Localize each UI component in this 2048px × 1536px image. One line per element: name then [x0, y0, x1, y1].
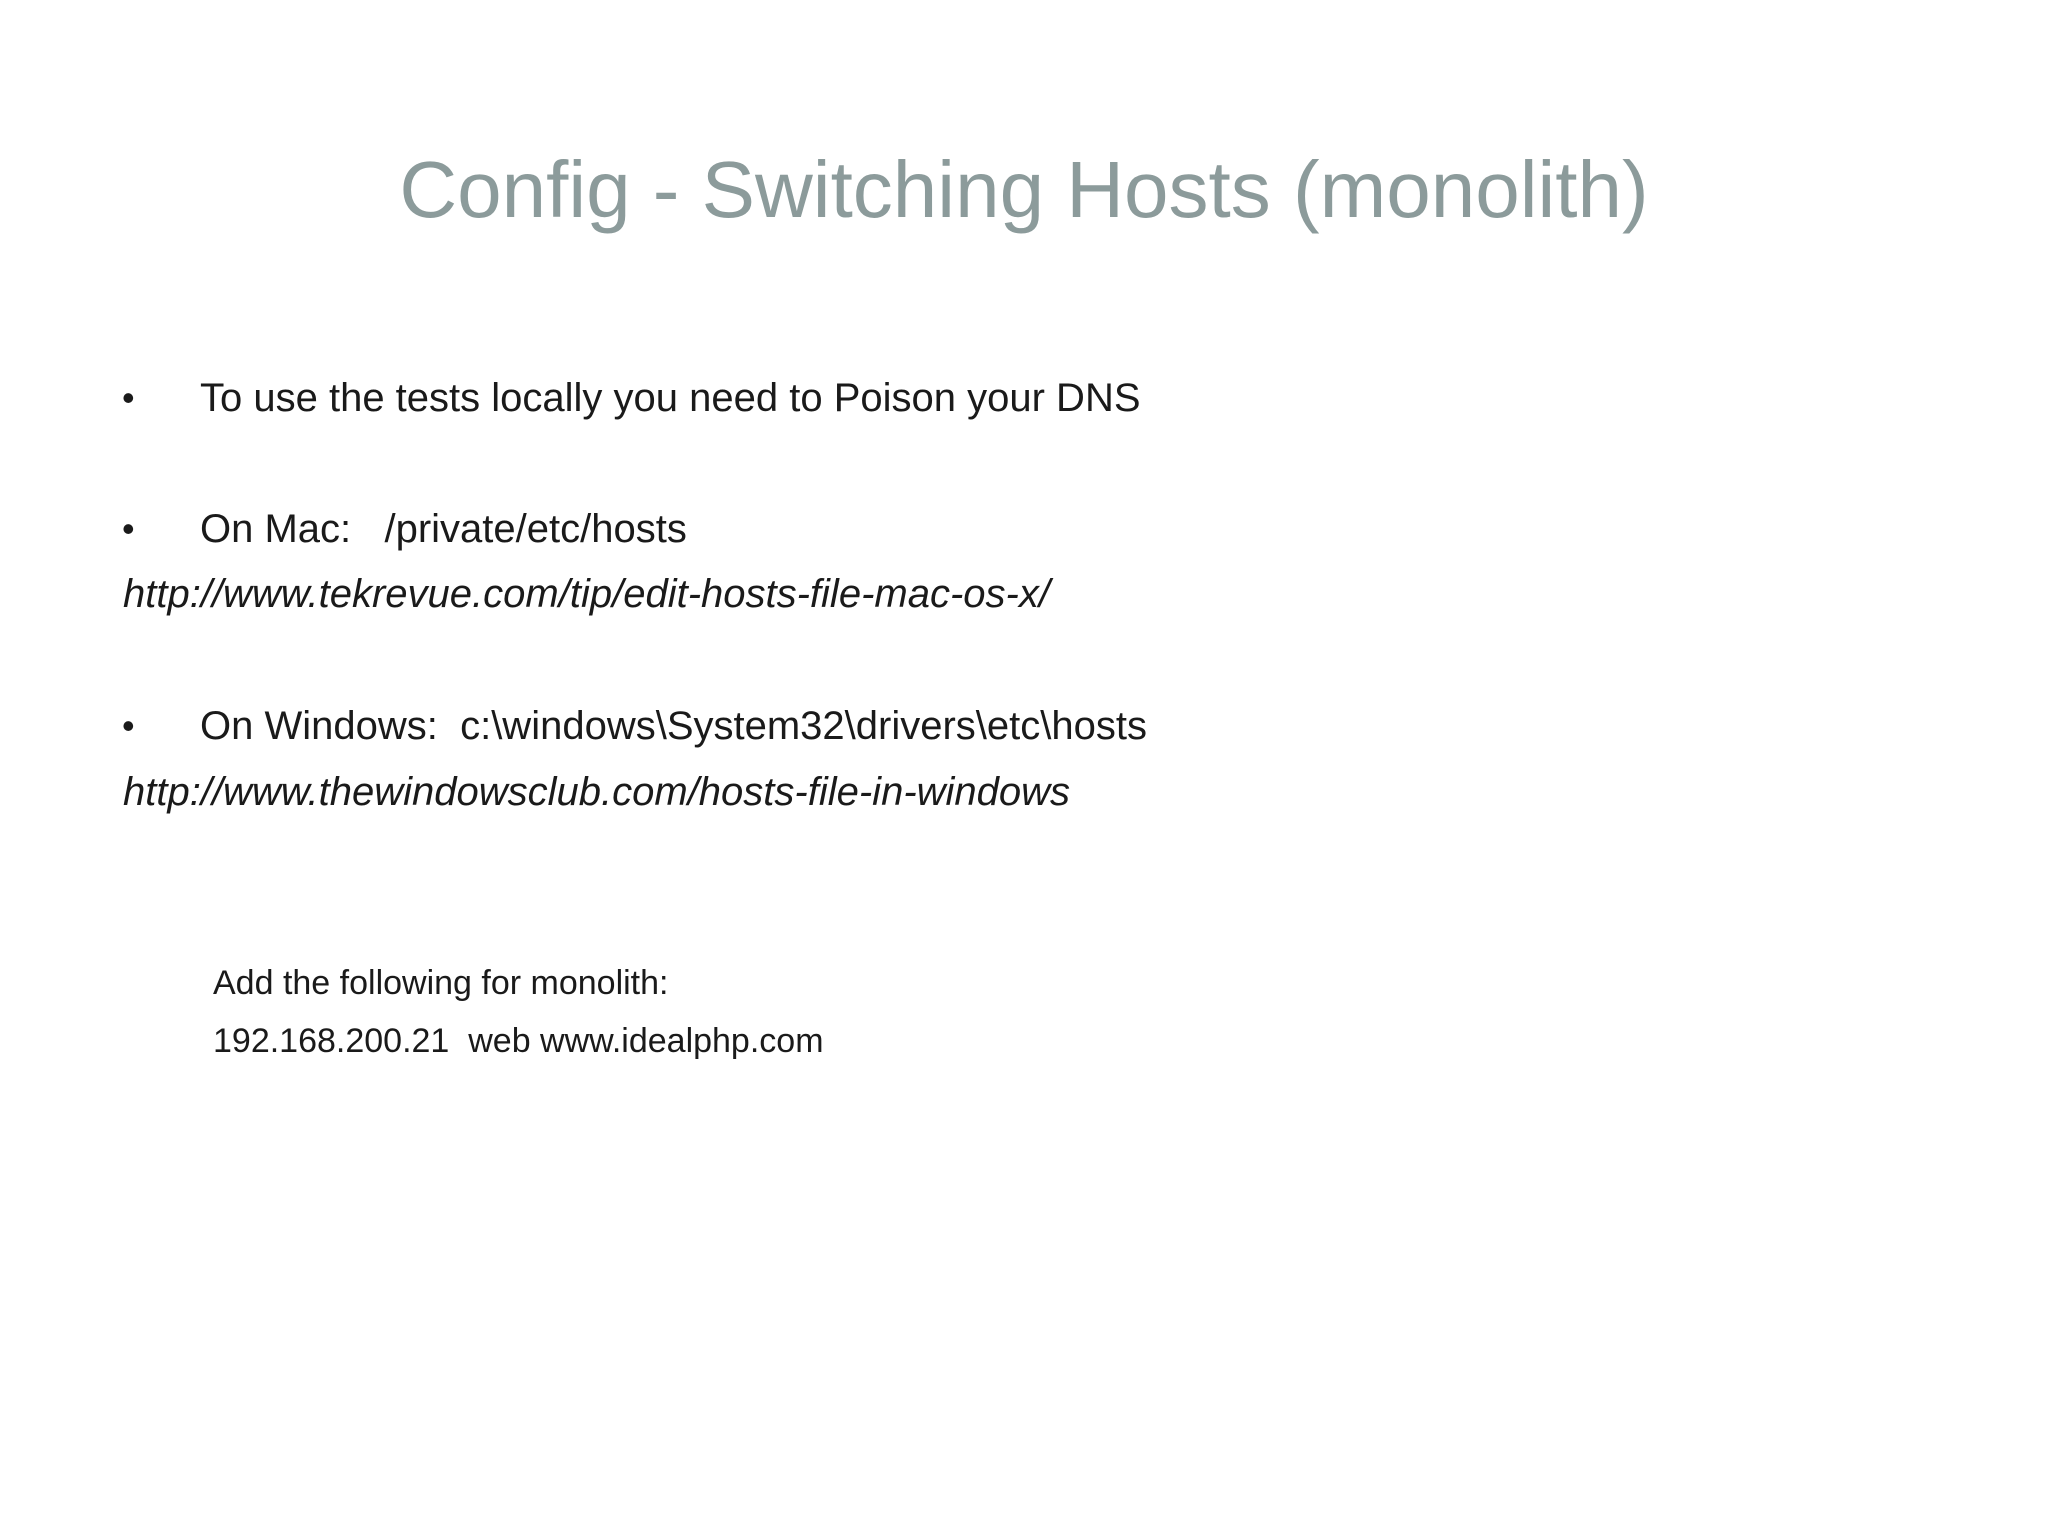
bullet-dns-poison: To use the tests locally you need to Poison your DNS — [200, 376, 1141, 420]
bullet-marker: • — [122, 377, 135, 418]
bullet-windows-hosts: On Windows: c:\windows\System32\drivers\etc\hosts — [200, 704, 1147, 748]
bullet-marker: • — [122, 705, 135, 746]
windows-hosts-link[interactable]: http://www.thewindowsclub.com/hosts-file-in-windows — [123, 770, 1071, 814]
slide-title: Config - Switching Hosts (monolith) — [399, 145, 1649, 234]
mac-hosts-link[interactable]: http://www.tekrevue.com/tip/edit-hosts-file-mac-os-x/ — [123, 572, 1050, 616]
bullet-mac-hosts: On Mac: /private/etc/hosts — [200, 507, 687, 551]
monolith-hosts-entry: 192.168.200.21 web www.idealphp.com — [213, 1022, 824, 1060]
bullet-marker: • — [122, 508, 135, 549]
monolith-note-heading: Add the following for monolith: — [213, 964, 669, 1002]
